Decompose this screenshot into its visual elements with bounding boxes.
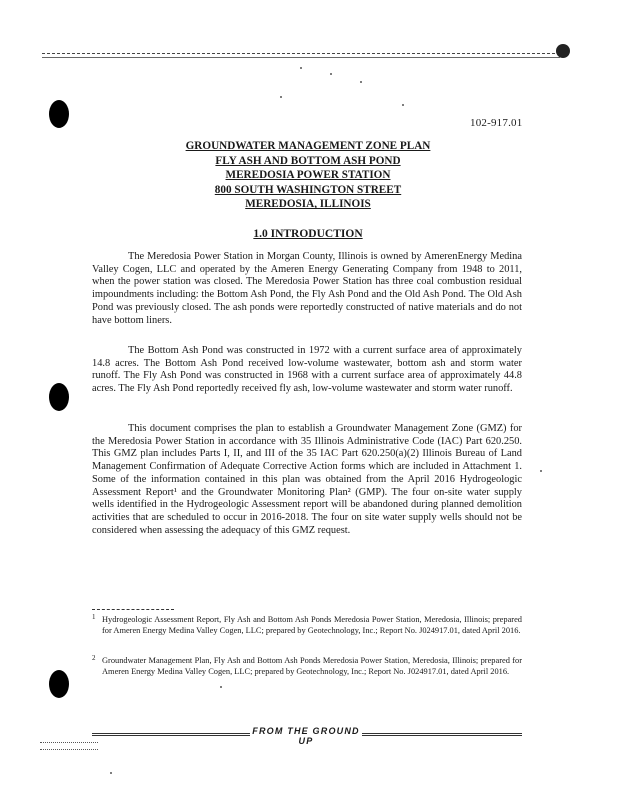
scan-speck — [402, 104, 404, 106]
paragraph: The Bottom Ash Pond was constructed in 1972 with a current surface area of approximately 14.8 acres. The Bottom Ash Pond received low-volume wastewater, bottom ash and storm water runoff. The Fly Ash Pond was constructed in 1968 with a current surface area of approximately 44.8 acres. The Fly Ash Pond reportedly received fly ash, low-volume wastewater and storm water runoff. — [92, 345, 522, 395]
document-number: 102-917.01 — [470, 117, 523, 129]
scan-speck — [540, 470, 542, 472]
title-block — [150, 139, 466, 212]
scan-speck — [360, 81, 362, 83]
scan-speck — [220, 686, 222, 688]
header-rule-solid — [42, 57, 560, 58]
footnote — [92, 655, 522, 677]
binder-hole-top — [49, 100, 69, 128]
footnote-text: Hydrogeologic Assessment Report, Fly Ash and Bottom Ash Ponds Meredosia Power Station, Meredosia, Illinois; prepared for Ameren Energy Medina Valley Cogen, LLC; prepared by Geotechnology, Inc.; Report No. J024917.01, dated April 2016. — [102, 615, 522, 635]
title-line: MEREDOSIA POWER STATION — [225, 169, 391, 182]
section-heading: 1.0 INTRODUCTION — [253, 228, 363, 240]
title-line: GROUNDWATER MANAGEMENT ZONE PLAN — [185, 140, 431, 152]
footnote — [92, 614, 522, 636]
printed-on-recycled-mark — [40, 742, 98, 750]
scan-speck — [110, 772, 112, 774]
header-rule — [42, 53, 560, 54]
footer-rule-left — [92, 733, 250, 736]
scan-speck — [300, 67, 302, 69]
binder-hole-bottom — [49, 670, 69, 698]
binder-hole-middle — [49, 383, 69, 411]
footnote-rule — [92, 609, 174, 610]
footer-rule-right — [362, 733, 522, 736]
footnote-number: 2 — [92, 654, 96, 662]
scan-speck — [280, 96, 282, 98]
paragraph: The Meredosia Power Station in Morgan County, Illinois is owned by AmerenEnergy Medina Valley Cogen, LLC and operated by the Ameren Energy Generating Company from 1948 to 2011, when the power station was closed. The Meredosia Power Station has three coal combustion residual impoundments including: the Bottom Ash Pond, the Fly Ash Pond and the Old Ash Pond. The Old Ash Pond was previously closed. The ash ponds were reportedly constructed of native materials and do not have bottom liners. — [92, 251, 522, 326]
footnote-text: Groundwater Management Plan, Fly Ash and Bottom Ash Ponds Meredosia Power Station, Meredosia, Illinois; prepared for Ameren Energy Medina Valley Cogen, LLC; prepared by Geotechnology, Inc.; Report No. J024917.01, dated April 2016. — [102, 656, 522, 676]
footnote-number: 1 — [92, 613, 96, 621]
footer-tagline: FROM THE GROUND UP — [252, 726, 360, 746]
scan-speck — [330, 73, 332, 75]
title-line: MEREDOSIA, ILLINOIS — [245, 198, 371, 211]
corner-logo-mark — [556, 44, 570, 58]
title-line: FLY ASH AND BOTTOM ASH POND — [215, 154, 401, 167]
paragraph: This document comprises the plan to establish a Groundwater Management Zone (GMZ) for the Meredosia Power Station in accordance with 35 Illinois Administrative Code (IAC) Part 620.250. This GMZ plan includes Parts I, II, and III of the 35 IAC Part 620.250(a)(2) Illinois Bureau of Land Management Confirmation of Adequate Corrective Action forms which are included in Attachment 1. Some of the information contained in this plan was obtained from the April 2016 Hydrogeologic Assessment Report¹ and the Groundwater Monitoring Plan² (GMP). The four on-site water supply wells identified in the Hydrogeologic Assessment report will be abandoned during planned demolition activities that are scheduled to occur in 2016-2018. The four on site water supply wells should not be considered when assessing the adequacy of this GMZ request. — [92, 423, 522, 536]
title-line: 800 SOUTH WASHINGTON STREET — [214, 183, 402, 196]
